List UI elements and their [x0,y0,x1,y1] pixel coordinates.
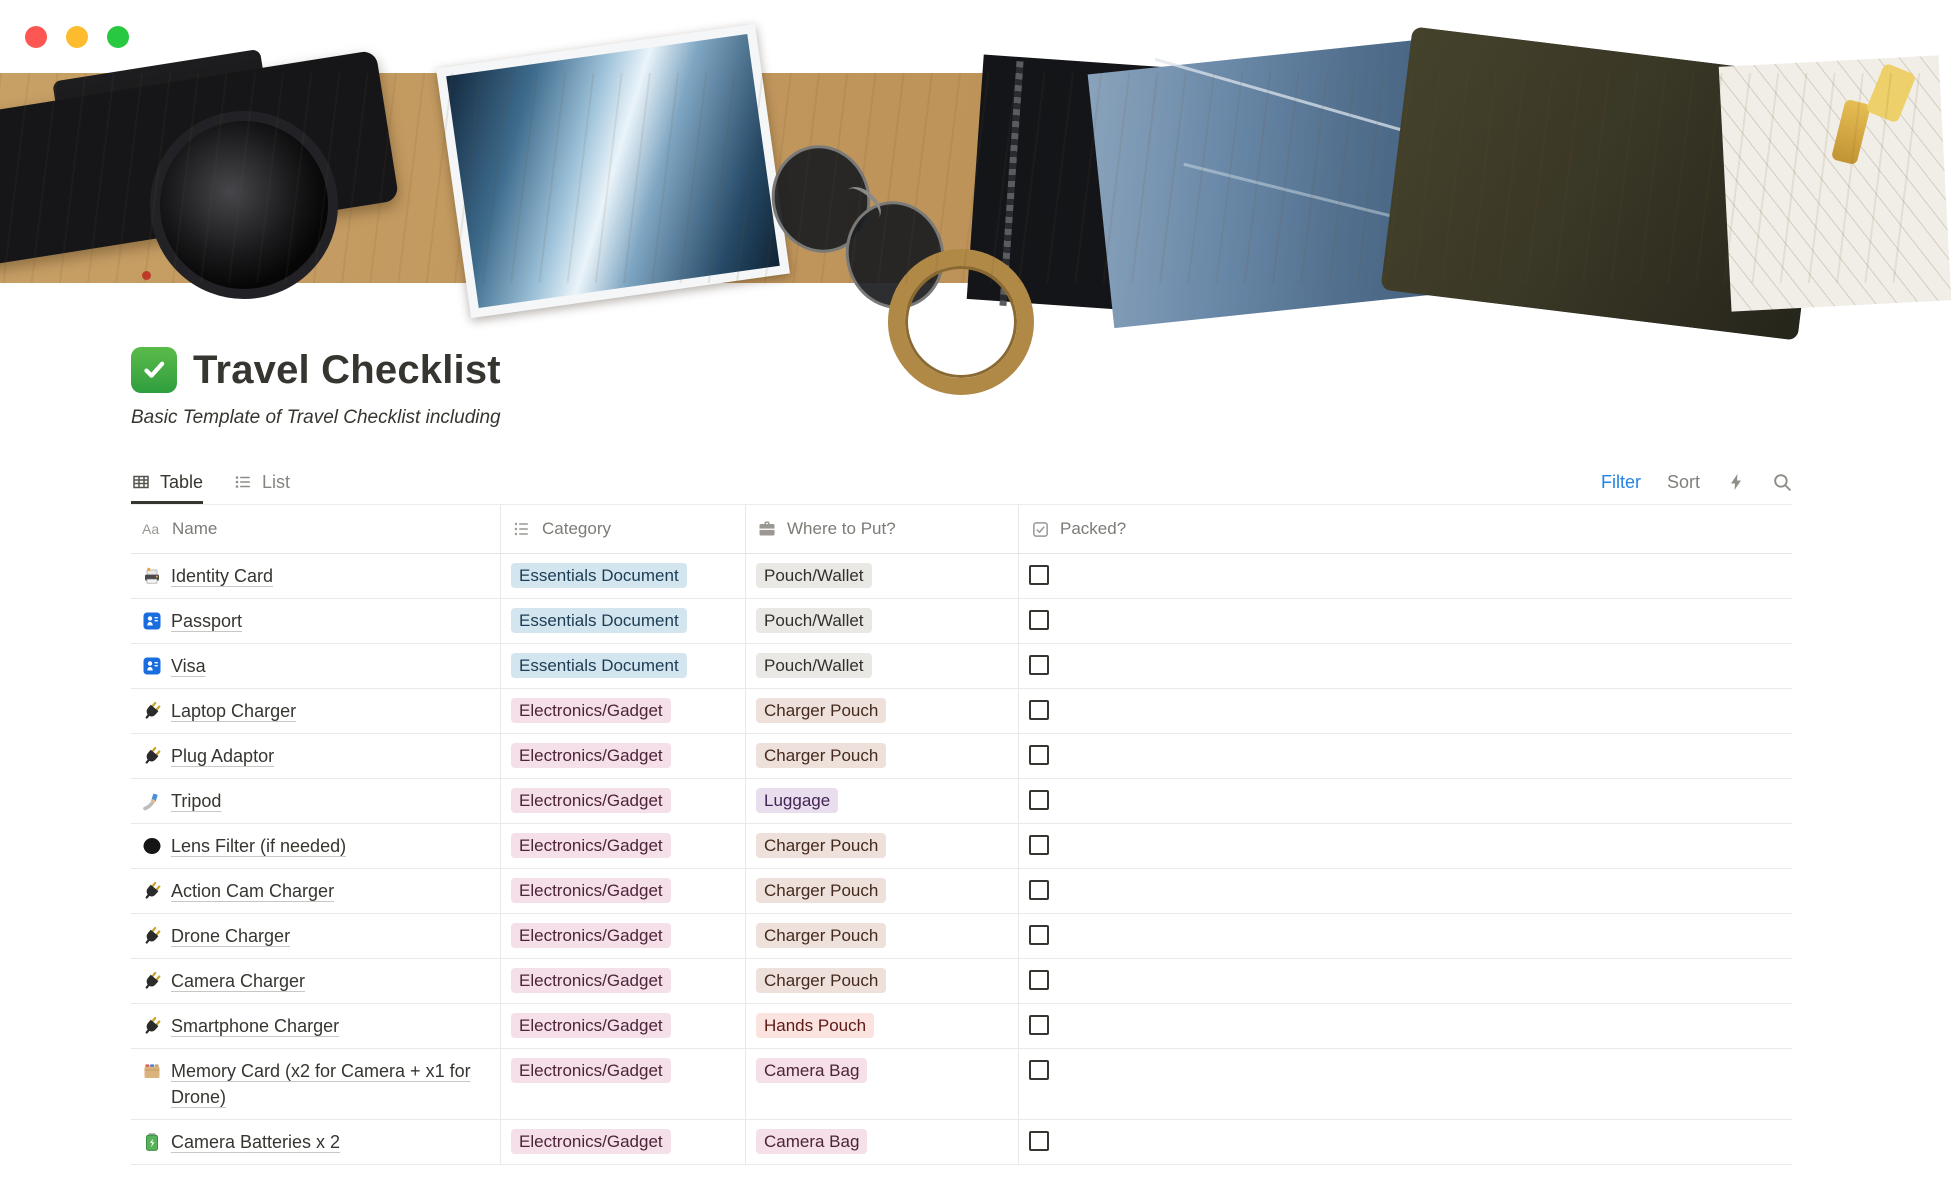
packed-checkbox[interactable] [1029,790,1049,810]
name-cell[interactable] [131,779,501,823]
table-body [131,554,1792,1152]
page-title-row [131,347,1792,393]
packed-cell[interactable] [1019,554,1792,598]
packed-checkbox[interactable] [1029,565,1049,585]
category-badge: Electronics/Gadget [511,1129,671,1154]
category-badge: Electronics/Gadget [511,698,671,723]
where-badge: Charger Pouch [756,833,886,858]
where-badge: Pouch/Wallet [756,653,872,678]
column-label: Name [172,519,218,538]
view-toolbar [131,460,1792,505]
table-row [131,824,1792,869]
packed-checkbox[interactable] [1029,655,1049,675]
where-cell[interactable] [746,869,1019,913]
where-badge: Charger Pouch [756,968,886,993]
packed-cell[interactable] [1019,959,1792,1003]
name-cell[interactable] [131,914,501,958]
item-name-link[interactable]: Camera Batteries x 2 [171,1132,341,1152]
tab-table[interactable] [131,460,203,504]
plug-icon [141,745,163,767]
name-cell[interactable] [131,644,501,688]
where-badge: Charger Pouch [756,743,886,768]
item-name-link[interactable]: Camera Charger [171,971,306,991]
category-badge: Essentials Document [511,653,687,678]
name-cell[interactable] [131,1004,501,1048]
packed-checkbox[interactable] [1029,700,1049,720]
minimize-button[interactable] [66,26,88,48]
plug-icon [141,880,163,902]
cover-amber-bottle [1831,99,1871,165]
category-badge: Electronics/Gadget [511,833,671,858]
packed-cell[interactable] [1019,1120,1792,1164]
packed-checkbox[interactable] [1029,880,1049,900]
category-cell[interactable] [501,644,746,688]
packed-cell[interactable] [1019,914,1792,958]
table-row [131,644,1792,689]
where-cell[interactable] [746,1120,1019,1164]
item-name-link[interactable]: Tripod [171,791,222,811]
name-cell[interactable] [131,734,501,778]
view-actions [1601,460,1792,504]
plug-icon [141,970,163,992]
table-row [131,734,1792,779]
item-name-link[interactable]: Plug Adaptor [171,746,275,766]
tab-label: List [262,471,291,492]
packed-cell[interactable] [1019,734,1792,778]
zoom-button[interactable] [107,26,129,48]
plug-icon [141,1015,163,1037]
table-row [131,554,1792,599]
cover-jeans-seam [1183,163,1426,226]
column-label: Category [542,519,611,538]
where-badge: Charger Pouch [756,698,886,723]
where-badge: Charger Pouch [756,923,886,948]
svg-text:Aa: Aa [142,521,160,537]
item-name-link[interactable]: Smartphone Charger [171,1016,340,1036]
packed-cell[interactable] [1019,1049,1792,1119]
item-name-link[interactable]: Visa [171,656,206,676]
table-view [131,505,1792,1152]
briefcase-icon [756,519,778,539]
packed-checkbox[interactable] [1029,1131,1049,1151]
black-circle-icon [141,835,163,857]
packed-checkbox[interactable] [1029,1060,1049,1080]
tab-label: Table [160,471,204,492]
category-cell[interactable] [501,1049,746,1119]
name-cell[interactable] [131,1049,501,1119]
item-name-link[interactable]: Memory Card (x2 for Camera + x1 for Drone) [171,1061,471,1107]
packed-cell[interactable] [1019,1004,1792,1048]
item-name-link[interactable]: Action Cam Charger [171,881,335,901]
where-cell[interactable] [746,1049,1019,1119]
name-cell[interactable] [131,959,501,1003]
select-icon [511,519,533,539]
cover-photo-print [436,24,790,318]
selfie-icon [141,790,163,812]
cover-black-pouch [967,54,1179,312]
category-cell[interactable] [501,554,746,598]
cover-red-dot [142,271,151,280]
column-label: Where to Put? [787,519,896,538]
column-header-category[interactable] [501,505,746,553]
packed-cell[interactable] [1019,644,1792,688]
item-name-link[interactable]: Identity Card [171,566,274,586]
packed-cell[interactable] [1019,689,1792,733]
column-header-where-to-put[interactable] [746,505,1019,553]
category-badge: Essentials Document [511,563,687,588]
printer-icon [141,565,163,587]
table-row [131,1004,1792,1049]
aa-icon [141,519,163,539]
category-cell[interactable] [501,869,746,913]
filter-button[interactable]: Filter [1600,471,1641,492]
column-header-name[interactable] [131,505,501,553]
packed-checkbox[interactable] [1029,610,1049,630]
cover-sunglasses-bridge [839,180,888,227]
packed-checkbox[interactable] [1029,925,1049,945]
category-cell[interactable] [501,959,746,1003]
table-row [131,914,1792,959]
cover-photo [0,73,1920,283]
where-cell[interactable] [746,599,1019,643]
card-index-icon [141,1060,163,1082]
page-content [131,283,1792,1152]
item-name-link[interactable]: Drone Charger [171,926,291,946]
where-badge: Pouch/Wallet [756,608,872,633]
cover-camera-body [0,50,399,268]
packed-cell[interactable] [1019,869,1792,913]
where-badge: Camera Bag [756,1129,867,1154]
where-cell[interactable] [746,689,1019,733]
name-cell[interactable] [131,689,501,733]
table-row [131,959,1792,1004]
where-badge: Charger Pouch [756,878,886,903]
where-badge: Luggage [756,788,838,813]
column-header-packed[interactable] [1019,505,1792,553]
name-cell[interactable] [131,824,501,868]
category-cell[interactable] [501,689,746,733]
category-badge: Electronics/Gadget [511,788,671,813]
sort-button[interactable]: Sort [1666,471,1700,492]
where-cell[interactable] [746,554,1019,598]
close-button[interactable] [25,26,47,48]
where-cell[interactable] [746,644,1019,688]
column-label: Packed? [1060,519,1127,538]
table-row [131,599,1792,644]
table-row [131,689,1792,734]
name-cell[interactable] [131,869,501,913]
category-cell[interactable] [501,914,746,958]
category-cell[interactable] [501,1004,746,1048]
packed-checkbox[interactable] [1029,1015,1049,1035]
passport-icon [141,655,163,677]
check-mark-icon[interactable] [131,347,177,393]
table-row [131,869,1792,914]
where-cell[interactable] [746,1004,1019,1048]
name-cell[interactable] [131,1120,501,1164]
where-badge: Camera Bag [756,1058,867,1083]
table-icon [131,472,151,492]
tab-list[interactable] [233,460,290,504]
where-badge: Hands Pouch [756,1013,874,1038]
checkbox-icon [1029,519,1051,539]
item-name-link[interactable]: Laptop Charger [171,701,297,721]
where-cell[interactable] [746,959,1019,1003]
name-cell[interactable] [131,554,501,598]
item-name-link[interactable]: Passport [171,611,243,631]
category-cell[interactable] [501,824,746,868]
category-cell[interactable] [501,599,746,643]
table-row [131,1120,1792,1165]
where-cell[interactable] [746,914,1019,958]
packed-cell[interactable] [1019,779,1792,823]
category-cell[interactable] [501,779,746,823]
table-header-row [131,505,1792,554]
list-icon [233,472,253,492]
table-row [131,779,1792,824]
packed-cell[interactable] [1019,599,1792,643]
plug-icon [141,700,163,722]
category-cell[interactable] [501,1120,746,1164]
packed-cell[interactable] [1019,824,1792,868]
category-badge: Essentials Document [511,608,687,633]
category-badge: Electronics/Gadget [511,968,671,993]
cover-zipper [999,61,1023,306]
battery-icon [141,1131,163,1153]
item-name-link[interactable]: Lens Filter (if needed) [171,836,347,856]
packed-checkbox[interactable] [1029,970,1049,990]
cover-white-cloth [1719,55,1951,311]
packed-checkbox[interactable] [1029,745,1049,765]
category-badge: Electronics/Gadget [511,743,671,768]
where-cell[interactable] [746,779,1019,823]
plug-icon [141,925,163,947]
category-badge: Electronics/Gadget [511,1058,671,1083]
page-subtitle[interactable]: Basic Template of Travel Checklist including [131,407,501,428]
category-cell[interactable] [501,734,746,778]
search-icon[interactable] [1772,472,1792,492]
packed-checkbox[interactable] [1029,835,1049,855]
category-badge: Electronics/Gadget [511,1013,671,1038]
page-title[interactable]: Travel Checklist [193,347,501,392]
table-row [131,1049,1792,1120]
category-badge: Electronics/Gadget [511,878,671,903]
cover-sunglasses-lens [760,135,881,264]
where-cell[interactable] [746,734,1019,778]
where-cell[interactable] [746,824,1019,868]
passport-icon [141,610,163,632]
lightning-icon[interactable] [1726,472,1746,492]
where-badge: Pouch/Wallet [756,563,872,588]
category-badge: Electronics/Gadget [511,923,671,948]
name-cell[interactable] [131,599,501,643]
cover-camera-lens [150,111,338,299]
